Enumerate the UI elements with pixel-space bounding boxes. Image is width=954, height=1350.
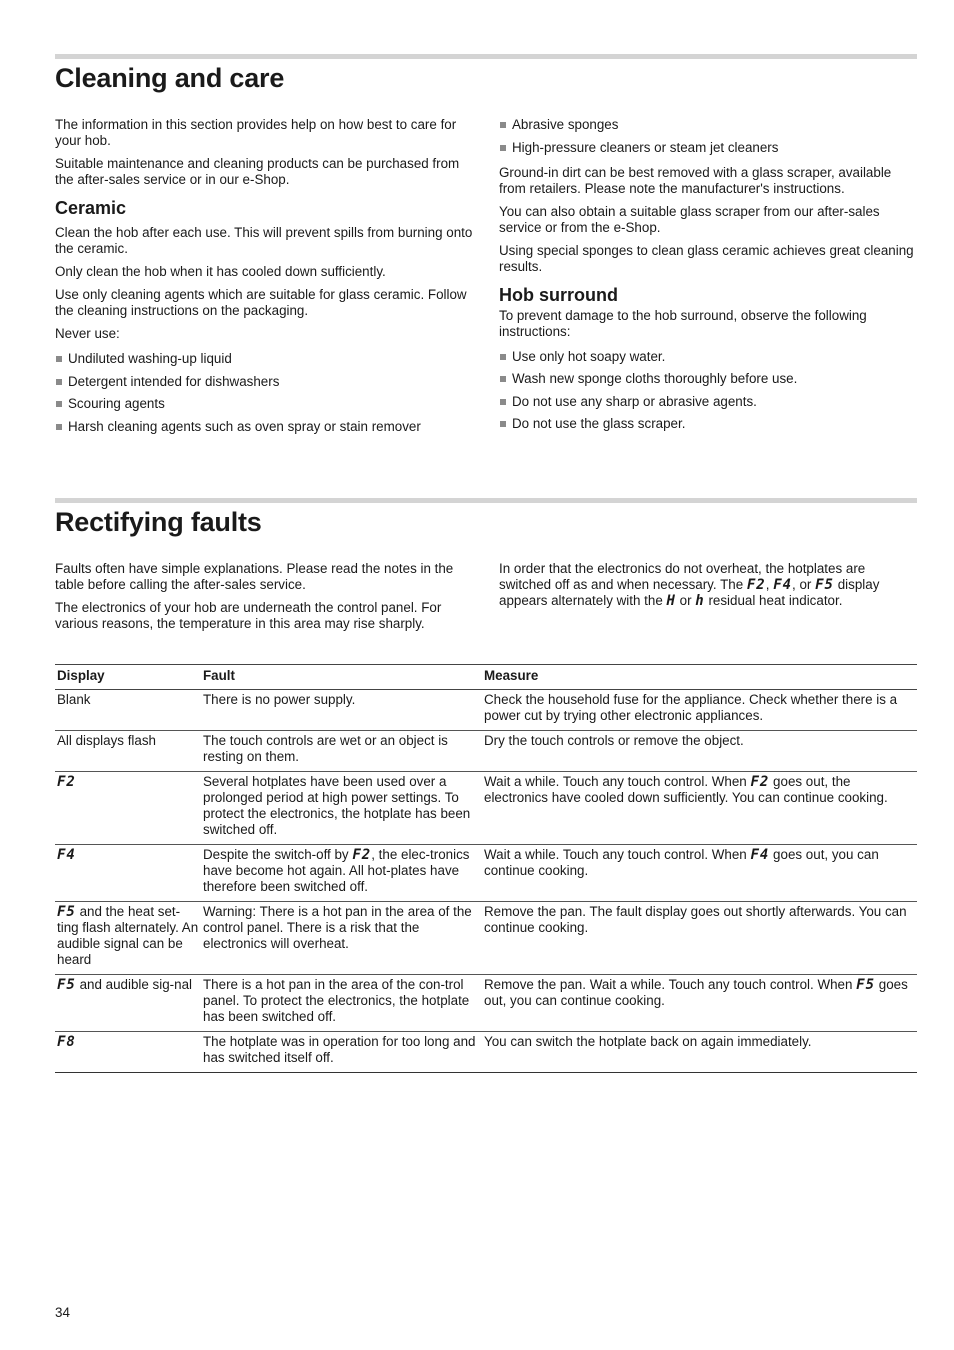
fault-cell (201, 845, 482, 902)
hob-surround-list (499, 349, 917, 433)
text: Wait a while. Touch any touch control. When (484, 774, 751, 789)
display-code-f5: F5 (856, 977, 876, 993)
text: Remove the pan. Wait a while. Touch any touch control. When (484, 977, 857, 992)
list-item: Use only hot soapy water. (499, 349, 917, 365)
text: goes out, you can continue cooking. (484, 977, 908, 1008)
list-item: Undiluted washing-up liquid (55, 351, 473, 367)
display-code-h-lower: h (695, 593, 705, 609)
list-item: Do not use the glass scraper. (499, 416, 917, 432)
fault-cell: Warning: There is a hot pan in the area of the control panel. There is a risk that the electronics will overheat. (201, 902, 482, 975)
table-row (55, 690, 917, 731)
text: display appears alternately with the (499, 577, 880, 608)
table-row (55, 1032, 917, 1073)
list-item: Wash new sponge cloths thoroughly before use. (499, 371, 917, 387)
paragraph: Using special sponges to clean glass ceramic achieves great cleaning results. (499, 242, 914, 274)
measure-cell: Check the household fuse for the appliance. Check whether there is a power cut by trying other electronic appliances. (482, 690, 917, 731)
column-header-measure: Measure (482, 665, 917, 690)
subheading-hob-surround: Hob surround (499, 284, 618, 305)
display-code-f5: F5 (57, 904, 76, 920)
text: , (765, 577, 774, 592)
display-code-f5: F5 (815, 577, 834, 593)
text: residual heat indicator. (704, 593, 843, 608)
display-code-f8: F8 (57, 1034, 76, 1050)
text: and the heat set-ting flash alternately. An audible signal can be heard (57, 904, 199, 967)
list-item: Harsh cleaning agents such as oven spray or stain remover (55, 419, 473, 435)
table-row (55, 772, 917, 845)
measure-cell: You can switch the hotplate back on again immediately. (482, 1032, 917, 1073)
table-header-row (55, 665, 917, 690)
paragraph: Ground-in dirt can be best removed with a glass scraper, available from retailers. Please note the manufacturer's instructions. (499, 164, 892, 196)
paragraph: Never use: (55, 326, 120, 341)
faults-left-column (55, 561, 473, 639)
measure-cell: Dry the touch controls or remove the object. (482, 731, 917, 772)
section-divider (55, 498, 917, 503)
text: In order that the electronics do not overheat, the hotplates are switched off as and when necessary. The (499, 561, 866, 592)
display-cell (55, 772, 201, 845)
list-item: Do not use any sharp or abrasive agents. (499, 394, 917, 410)
display-code-f4: F4 (750, 847, 770, 863)
display-cell (55, 975, 201, 1032)
list-item: Scouring agents (55, 396, 473, 412)
paragraph: The electronics of your hob are underneath the control panel. For various reasons, the temperature in this area may rise sharply. (55, 600, 442, 631)
paragraph: The information in this section provides help on how best to care for your hob. (55, 117, 457, 148)
display-cell (55, 1032, 201, 1073)
text: goes out, the electronics have cooled down sufficiently. You can continue cooking. (484, 774, 888, 805)
fault-cell: Several hotplates have been used over a prolonged period at high power settings. To protect the electronics, the hotplate has been switched off. (201, 772, 482, 845)
text: Wait a while. Touch any touch control. When (484, 847, 751, 862)
fault-cell: There is a hot pan in the area of the con-trol panel. To protect the electronics, the hotplate has been switched off. (201, 975, 482, 1032)
display-code-f2: F2 (750, 774, 770, 790)
column-header-display: Display (55, 665, 201, 690)
never-use-list (55, 351, 473, 435)
paragraph: You can also obtain a suitable glass scraper from our after-sales service or from the e-Shop. (499, 203, 880, 235)
fault-cell: The touch controls are wet or an object is resting on them. (201, 731, 482, 772)
paragraph: To prevent damage to the hob surround, observe the following instructions: (499, 307, 867, 339)
display-code-f4: F4 (773, 577, 793, 593)
cleaning-left-column (55, 117, 473, 442)
fault-cell: The hotplate was in operation for too long and has switched itself off. (201, 1032, 482, 1073)
display-code-f2: F2 (746, 577, 766, 593)
table-row (55, 975, 917, 1032)
display-code-f2: F2 (352, 847, 372, 863)
paragraph: Faults often have simple explanations. Please read the notes in the table before calling the after-sales service. (55, 561, 454, 592)
text: , the elec-tronics have become hot again. All hot-plates have therefore been switched off. (203, 847, 470, 894)
display-cell (55, 845, 201, 902)
never-use-list-continued (499, 117, 917, 156)
section-title-faults: Rectifying faults (55, 507, 262, 537)
paragraph: Only clean the hob when it has cooled down sufficiently. (55, 264, 386, 279)
page-number: 34 (55, 1305, 70, 1320)
display-cell: All displays flash (55, 731, 201, 772)
paragraph (499, 561, 917, 609)
list-item: High-pressure cleaners or steam jet cleaners (499, 140, 917, 156)
measure-cell (482, 845, 917, 902)
table-row (55, 845, 917, 902)
text: Despite the switch-off by (203, 847, 353, 862)
measure-cell: Remove the pan. The fault display goes out shortly afterwards. You can continue cooking. (482, 902, 917, 975)
section-divider (55, 54, 917, 59)
display-cell (55, 902, 201, 975)
text: goes out, you can continue cooking. (484, 847, 879, 878)
display-code-h-upper: H (666, 593, 676, 609)
table-row (55, 731, 917, 772)
faults-table (55, 664, 917, 1073)
section-title-cleaning: Cleaning and care (55, 63, 285, 93)
subheading-ceramic: Ceramic (55, 198, 127, 218)
measure-cell (482, 772, 917, 845)
display-cell: Blank (55, 690, 201, 731)
list-item: Detergent intended for dishwashers (55, 374, 473, 390)
text: , or (792, 577, 816, 592)
column-header-fault: Fault (201, 665, 482, 690)
list-item: Abrasive sponges (499, 117, 917, 133)
table-row (55, 902, 917, 975)
measure-cell (482, 975, 917, 1032)
paragraph: Suitable maintenance and cleaning products can be purchased from the after-sales service or in our e-Shop. (55, 156, 460, 187)
text: or (675, 593, 696, 608)
paragraph: Use only cleaning agents which are suitable for glass ceramic. Follow the cleaning instructions on the packaging. (55, 287, 467, 318)
display-code-f5: F5 (57, 977, 76, 993)
paragraph: Clean the hob after each use. This will prevent spills from burning onto the ceramic. (55, 225, 473, 256)
display-code-f2: F2 (57, 774, 76, 790)
display-code-f4: F4 (57, 847, 76, 863)
text: and audible sig-nal (75, 977, 192, 992)
faults-right-column (499, 561, 917, 616)
cleaning-right-column (499, 117, 917, 439)
fault-cell: There is no power supply. (201, 690, 482, 731)
